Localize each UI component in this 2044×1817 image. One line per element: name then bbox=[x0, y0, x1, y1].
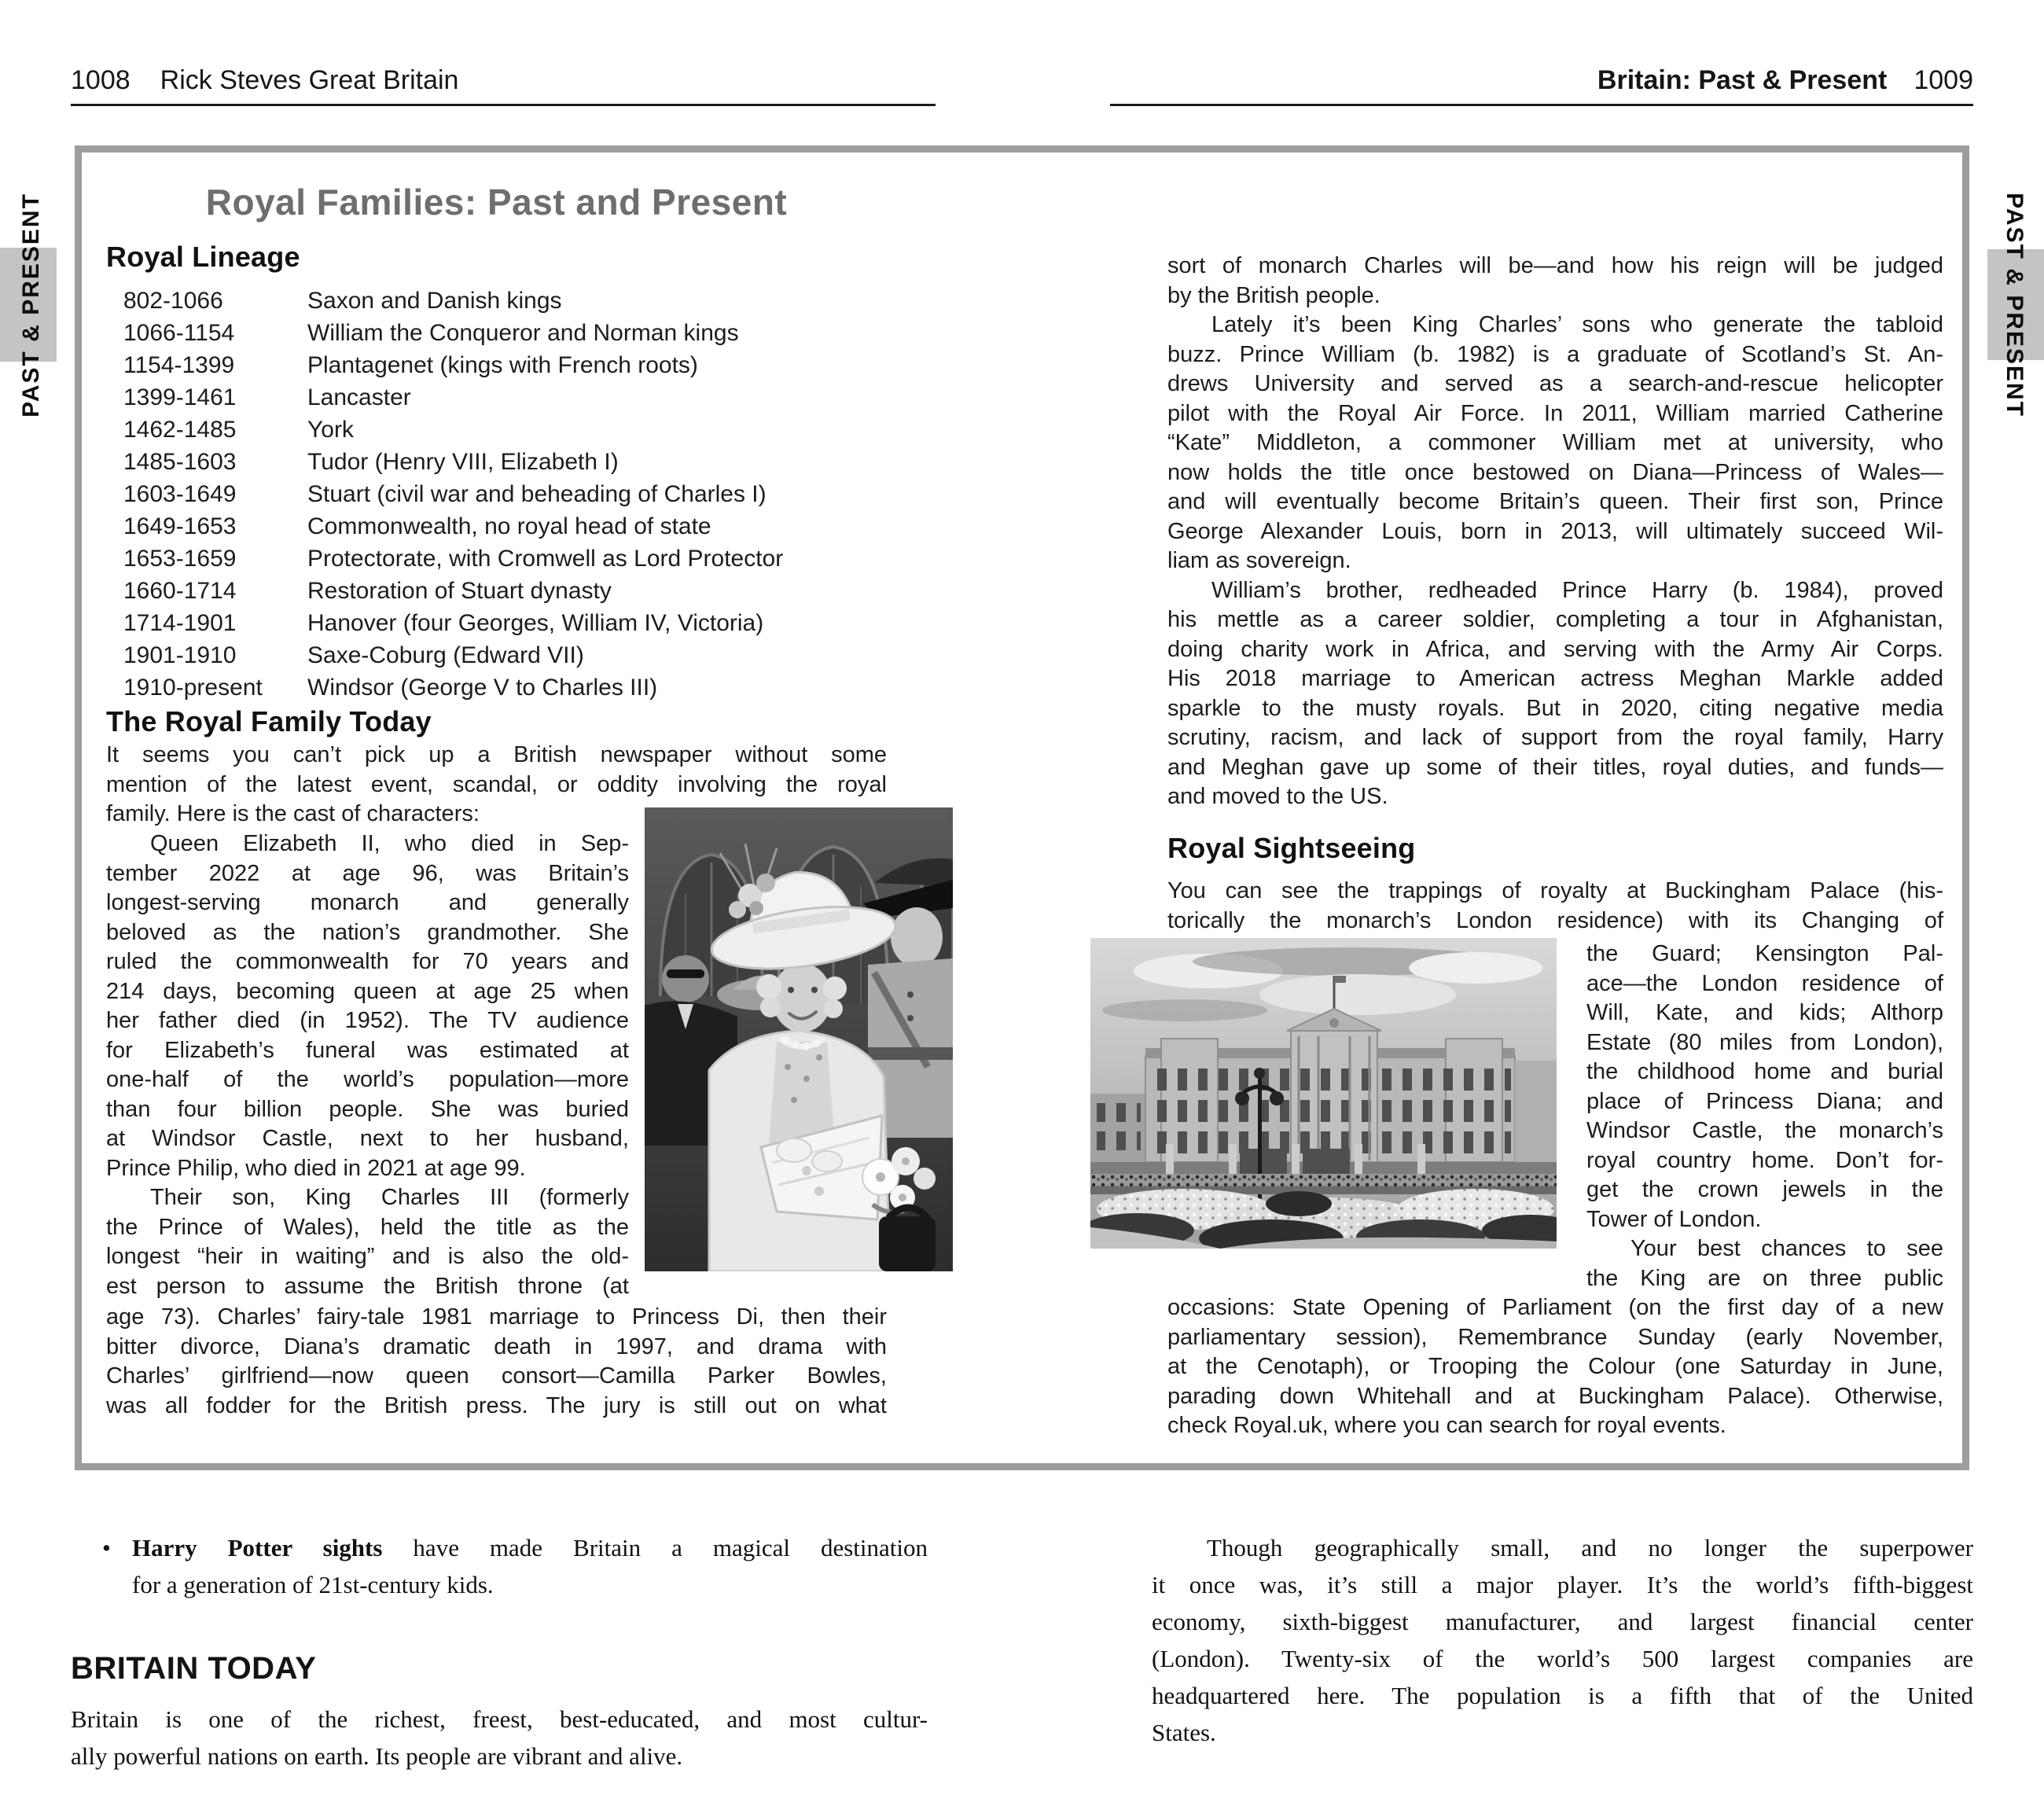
text-line: Prince Philip, who died in 2021 at age 99. bbox=[106, 1155, 526, 1181]
text-line: the Prince of Wales), held the title as the bbox=[106, 1214, 629, 1240]
harry-potter-bullet bbox=[102, 1529, 928, 1603]
royal-lineage-heading: Royal Lineage bbox=[106, 241, 300, 273]
lineage-years: 1660-1714 bbox=[123, 578, 237, 604]
text-line: est person to assume the British throne (at bbox=[106, 1273, 629, 1299]
lineage-row bbox=[123, 546, 910, 578]
text-line: beloved as the nation’s grandmother. She bbox=[106, 919, 629, 945]
lineage-dynasty: Stuart (civil war and beheading of Charles I) bbox=[307, 481, 766, 507]
royal-lineage-table bbox=[123, 288, 910, 707]
text-line: was all fodder for the British press. The jury is still out on what bbox=[106, 1392, 887, 1418]
text-line: place of Princess Diana; and bbox=[1586, 1088, 1943, 1114]
lineage-dynasty: Plantagenet (kings with French roots) bbox=[307, 352, 698, 378]
lineage-dynasty: Windsor (George V to Charles III) bbox=[307, 675, 658, 701]
lineage-row bbox=[123, 417, 910, 449]
lineage-row bbox=[123, 288, 910, 320]
text-line: States. bbox=[1152, 1719, 1216, 1746]
lineage-row bbox=[123, 449, 910, 481]
charles-paragraphs bbox=[1167, 252, 1943, 812]
text-line: by the British people. bbox=[1167, 282, 1380, 308]
bullet-bold-text: Harry Potter sights bbox=[132, 1534, 383, 1561]
text-line: 214 days, becoming queen at age 25 when bbox=[106, 978, 629, 1004]
text-line: scrutiny, racism, and lack of support from the royal family, Harry bbox=[1167, 725, 1943, 750]
palace-photo bbox=[1090, 938, 1557, 1249]
text-line: now holds the title once bestowed on Diana—Princess of Wales— bbox=[1167, 459, 1943, 485]
text-line: Windsor Castle, the monarch’s bbox=[1586, 1118, 1943, 1143]
text-line: sort of monarch Charles will be—and how his reign will be judged bbox=[1167, 253, 1943, 278]
lineage-dynasty: Restoration of Stuart dynasty bbox=[307, 578, 612, 604]
text-line: age 73). Charles’ fairy-tale 1981 marriage to Princess Di, then their bbox=[106, 1304, 887, 1330]
text-line: Their son, King Charles III (formerly bbox=[150, 1185, 629, 1210]
text-line: check Royal.uk, where you can search for royal events. bbox=[1167, 1413, 1726, 1438]
lineage-dynasty: Saxe-Coburg (Edward VII) bbox=[307, 642, 584, 668]
lineage-years: 1399-1461 bbox=[123, 384, 237, 410]
chapter-tab-label-left: PAST & PRESENT bbox=[18, 193, 44, 417]
text-line: It seems you can’t pick up a British newspaper without some bbox=[106, 742, 887, 767]
family-today-paragraph-beside-photo bbox=[106, 829, 629, 1301]
bullet-line-2: for a generation of 21st-century kids. bbox=[132, 1571, 494, 1598]
text-line: at Windsor Castle, next to her husband, bbox=[106, 1126, 629, 1151]
text-line: Estate (80 miles from London), bbox=[1586, 1029, 1943, 1055]
royal-family-today-heading: The Royal Family Today bbox=[106, 705, 432, 737]
lineage-years: 802-1066 bbox=[123, 288, 223, 314]
text-line: drews University and served as a search-and-rescue helicopter bbox=[1167, 371, 1943, 396]
bullet-line-1 bbox=[132, 1529, 928, 1566]
text-line: one-half of the world’s population—more bbox=[106, 1067, 629, 1092]
text-line: and will eventually become Britain’s queen. Their first son, Prince bbox=[1167, 489, 1943, 514]
lineage-dynasty: Hanover (four Georges, William IV, Victoria) bbox=[307, 610, 764, 636]
text-line: Charles’ girlfriend—now queen consort—Camilla Parker Bowles, bbox=[106, 1363, 887, 1388]
text-line: mention of the latest event, scandal, or oddity involving the royal bbox=[106, 771, 887, 797]
text-line: pilot with the Royal Air Force. In 2011, William married Catherine bbox=[1167, 400, 1943, 426]
sightseeing-paragraph-bottom bbox=[1167, 1293, 1943, 1441]
text-line: occasions: State Opening of Parliament (on the first day of a new bbox=[1167, 1295, 1943, 1320]
text-line: royal country home. Don’t for- bbox=[1586, 1147, 1943, 1173]
lineage-row bbox=[123, 320, 910, 352]
britain-today-paragraph bbox=[71, 1701, 928, 1775]
page-number-left: 1008 bbox=[71, 65, 131, 95]
sightseeing-paragraph-beside-photo bbox=[1586, 940, 1943, 1293]
text-line: “Kate” Middleton, a commoner William met at university, who bbox=[1167, 430, 1943, 455]
text-line: the King are on three public bbox=[1586, 1265, 1943, 1291]
header-rule-left bbox=[71, 104, 936, 106]
text-line: than four billion people. She was buried bbox=[106, 1096, 629, 1122]
text-line: Queen Elizabeth II, who died in Sep- bbox=[150, 831, 629, 856]
text-line: his mettle as a career soldier, completing a tour in Afghanistan, bbox=[1167, 607, 1943, 632]
text-line: at the Cenotaph), or Trooping the Colour (one Saturday in June, bbox=[1167, 1354, 1943, 1379]
lineage-years: 1066-1154 bbox=[123, 320, 235, 346]
text-line: it once was, it’s still a major player. It’s the world’s fifth-biggest bbox=[1152, 1571, 1973, 1598]
lineage-row bbox=[123, 578, 910, 610]
family-today-paragraph-bottom bbox=[106, 1303, 887, 1421]
lineage-years: 1462-1485 bbox=[123, 417, 237, 443]
text-line: ally powerful nations on earth. Its people are vibrant and alive. bbox=[71, 1742, 683, 1770]
text-line: ruled the commonwealth for 70 years and bbox=[106, 949, 629, 974]
text-line: (London). Twenty-six of the world’s 500 largest companies are bbox=[1152, 1645, 1973, 1672]
lineage-row bbox=[123, 610, 910, 642]
lineage-years: 1485-1603 bbox=[123, 449, 237, 475]
lineage-dynasty: William the Conqueror and Norman kings bbox=[307, 320, 739, 346]
lineage-row bbox=[123, 481, 910, 513]
box-title: Royal Families: Past and Present bbox=[205, 182, 788, 223]
text-line: Lately it’s been King Charles’ sons who generate the tabloid bbox=[1211, 312, 1943, 337]
lineage-dynasty: Protectorate, with Cromwell as Lord Protector bbox=[307, 546, 784, 572]
lineage-years: 1910-present bbox=[123, 675, 263, 701]
page-number-right: 1009 bbox=[1913, 65, 1973, 95]
lineage-dynasty: Commonwealth, no royal head of state bbox=[307, 513, 711, 539]
text-line: sparkle to the musty royals. But in 2020, citing negative media bbox=[1167, 695, 1943, 721]
text-line: get the crown jewels in the bbox=[1586, 1177, 1943, 1202]
royal-sightseeing-heading: Royal Sightseeing bbox=[1167, 832, 1416, 864]
text-line: headquartered here. The population is a fifth that of the United bbox=[1152, 1682, 1973, 1709]
lineage-dynasty: Lancaster bbox=[307, 384, 411, 410]
text-line: Tower of London. bbox=[1586, 1206, 1762, 1232]
text-line: Your best chances to see bbox=[1630, 1236, 1943, 1261]
text-line: liam as sovereign. bbox=[1167, 548, 1351, 573]
bullet-rest-text: have made Britain a magical destination bbox=[382, 1534, 928, 1561]
bullet-icon: • bbox=[102, 1534, 111, 1561]
lineage-row bbox=[123, 642, 910, 675]
queen-photo bbox=[645, 807, 953, 1271]
text-line: Though geographically small, and no longer the superpower bbox=[1207, 1534, 1973, 1561]
lineage-years: 1603-1649 bbox=[123, 481, 237, 507]
lineage-years: 1653-1659 bbox=[123, 546, 237, 572]
text-line: for Elizabeth’s funeral was estimated at bbox=[106, 1037, 629, 1063]
lineage-row bbox=[123, 513, 910, 546]
running-head-right bbox=[1597, 66, 1973, 94]
text-line: torically the monarch’s London residence) with its Changing of bbox=[1167, 907, 1943, 933]
running-head-left bbox=[71, 66, 458, 94]
lineage-years: 1901-1910 bbox=[123, 642, 237, 668]
text-line: and Meghan gave up some of their titles, royal duties, and funds— bbox=[1167, 754, 1943, 780]
text-line: George Alexander Louis, born in 2013, will ultimately succeed Wil- bbox=[1167, 518, 1943, 544]
lineage-years: 1714-1901 bbox=[123, 610, 237, 636]
text-line: the Guard; Kensington Pal- bbox=[1586, 941, 1943, 966]
lineage-row bbox=[123, 352, 910, 384]
text-line: His 2018 marriage to American actress Meghan Markle added bbox=[1167, 666, 1943, 691]
text-line: buzz. Prince William (b. 1982) is a graduate of Scotland’s St. An- bbox=[1167, 341, 1943, 367]
text-line: her father died (in 1952). The TV audience bbox=[106, 1008, 629, 1033]
book-title: Rick Steves Great Britain bbox=[160, 65, 459, 95]
text-line: Will, Kate, and kids; Althorp bbox=[1586, 1000, 1943, 1025]
britain-today-right-paragraph bbox=[1152, 1529, 1973, 1751]
lineage-row bbox=[123, 384, 910, 417]
text-line: parliamentary session), Remembrance Sunday (early November, bbox=[1167, 1324, 1943, 1350]
lineage-dynasty: York bbox=[307, 417, 354, 443]
text-line: parading down Whitehall and at Buckingham Palace). Otherwise, bbox=[1167, 1383, 1943, 1409]
text-line: You can see the trappings of royalty at Buckingham Palace (his- bbox=[1167, 878, 1943, 903]
text-line: family. Here is the cast of characters: bbox=[106, 801, 480, 826]
lineage-row bbox=[123, 675, 910, 707]
header-rule-right bbox=[1110, 104, 1973, 106]
text-line: tember 2022 at age 96, was Britain’s bbox=[106, 860, 629, 886]
britain-today-heading: BRITAIN TODAY bbox=[71, 1651, 317, 1686]
text-line: and moved to the US. bbox=[1167, 784, 1388, 809]
text-line: economy, sixth-biggest manufacturer, and largest financial center bbox=[1152, 1608, 1973, 1635]
text-line: William’s brother, redheaded Prince Harry (b. 1984), proved bbox=[1211, 577, 1943, 603]
lineage-dynasty: Saxon and Danish kings bbox=[307, 288, 562, 314]
sightseeing-paragraph-top bbox=[1167, 877, 1943, 936]
text-line: the childhood home and burial bbox=[1586, 1059, 1943, 1084]
text-line: longest “heir in waiting” and is also the old- bbox=[106, 1244, 629, 1269]
text-line: Britain is one of the richest, freest, best-educated, and most cultur- bbox=[71, 1705, 928, 1733]
text-line: ace—the London residence of bbox=[1586, 970, 1943, 996]
lineage-years: 1154-1399 bbox=[123, 352, 235, 378]
text-line: bitter divorce, Diana’s dramatic death in 1997, and drama with bbox=[106, 1333, 887, 1359]
text-line: longest-serving monarch and generally bbox=[106, 890, 629, 915]
lineage-dynasty: Tudor (Henry VIII, Elizabeth I) bbox=[307, 449, 619, 475]
lineage-years: 1649-1653 bbox=[123, 513, 237, 539]
royal-families-box bbox=[75, 145, 1969, 1470]
chapter-tab-label-right: PAST & PRESENT bbox=[2002, 193, 2027, 417]
text-line: doing charity work in Africa, and serving with the Army Air Corps. bbox=[1167, 636, 1943, 662]
section-title: Britain: Past & Present bbox=[1597, 65, 1888, 95]
